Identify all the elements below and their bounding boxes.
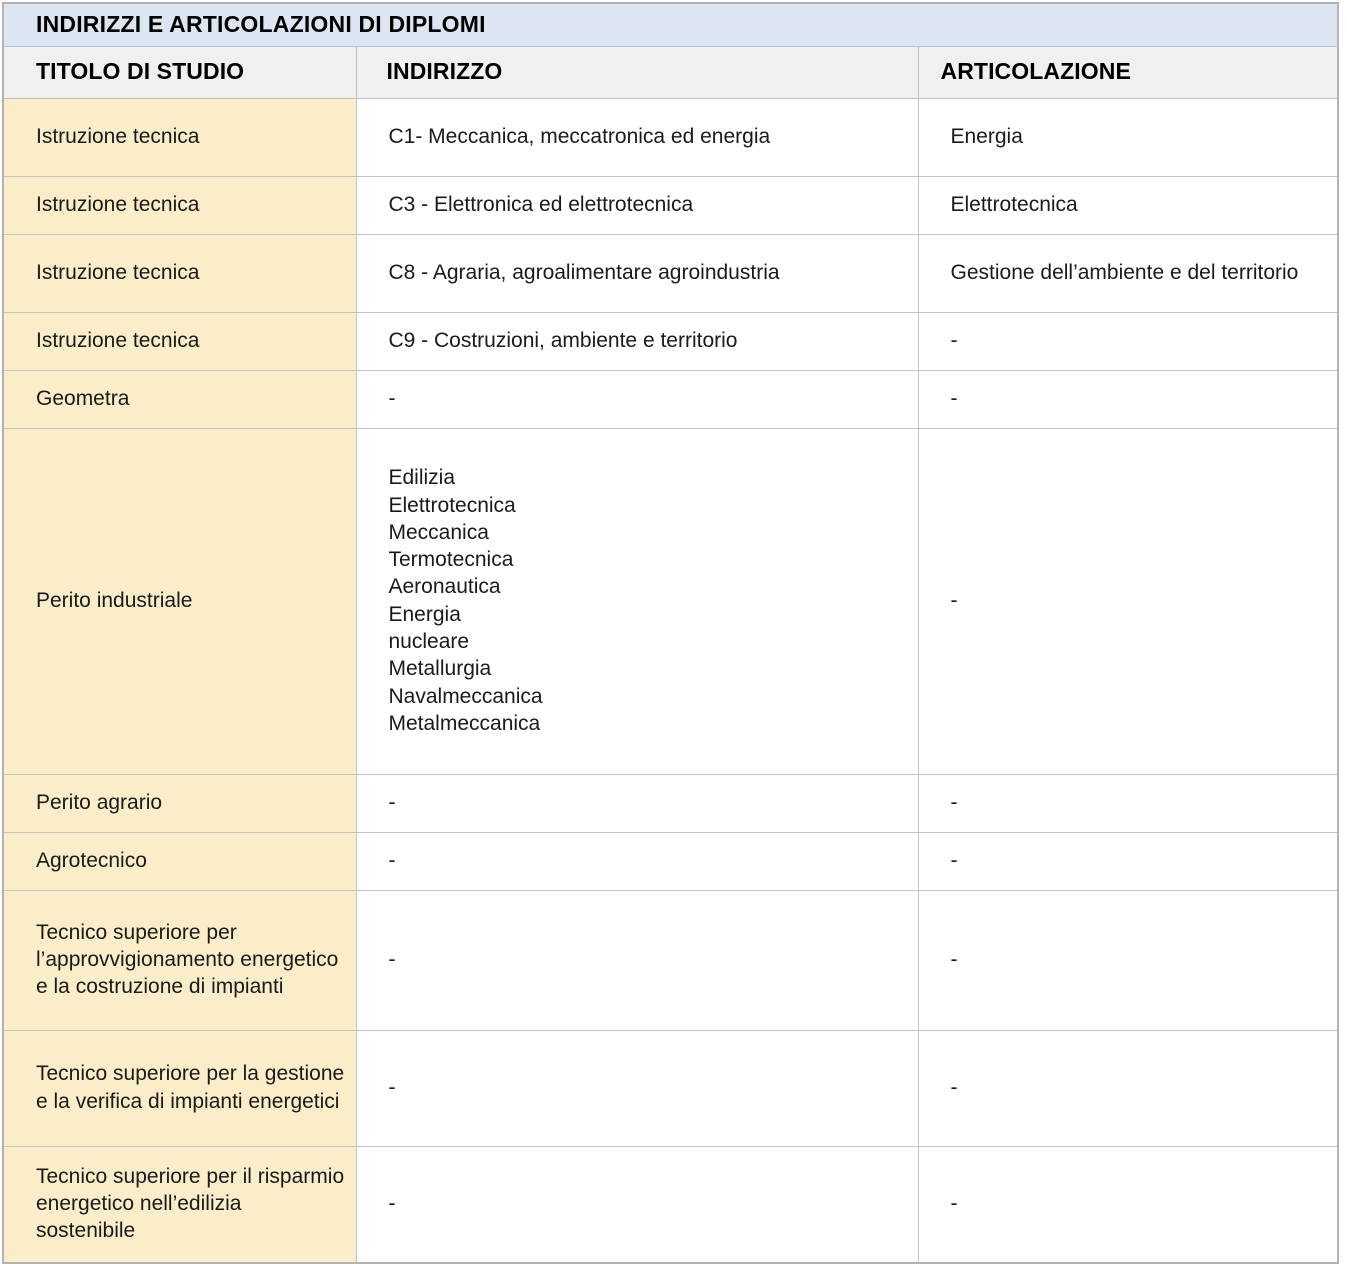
list-item: Edilizia — [388, 466, 456, 490]
table-header-row — [3, 47, 1338, 98]
list-item: Metallurgia — [388, 657, 492, 681]
diplomi-table — [2, 2, 1339, 1264]
cell-indirizzo: - — [356, 1030, 918, 1146]
cell-articolazione: - — [918, 774, 1338, 832]
cell-titolo: Tecnico superiore per la gestione e la verifica di impianti energetici — [3, 1030, 356, 1146]
cell-titolo: Istruzione tecnica — [3, 234, 356, 312]
cell-titolo: Tecnico superiore per il risparmio energetico nell’edilizia sostenibile — [3, 1146, 356, 1263]
list-item: Energia — [388, 602, 461, 626]
table-row — [3, 428, 1338, 774]
cell-indirizzo: - — [356, 370, 918, 428]
cell-titolo: Perito industriale — [3, 428, 356, 774]
cell-titolo: Perito agrario — [3, 774, 356, 832]
cell-articolazione: - — [918, 1146, 1338, 1263]
table-row — [3, 832, 1338, 890]
cell-titolo: Geometra — [3, 370, 356, 428]
cell-indirizzo: C9 - Costruzioni, ambiente e territorio — [356, 312, 918, 370]
column-header-titolo-di-studio: TITOLO DI STUDIO — [3, 47, 356, 98]
cell-indirizzo: - — [356, 774, 918, 832]
cell-titolo: Tecnico superiore per l’approvvigionamento energetico e la costruzione di impianti — [3, 890, 356, 1030]
list-item: Termotecnica — [388, 548, 514, 572]
table-title: INDIRIZZI E ARTICOLAZIONI DI DIPLOMI — [3, 3, 1338, 47]
cell-articolazione: - — [918, 428, 1338, 774]
cell-indirizzo: - — [356, 1146, 918, 1263]
list-item: Aeronautica — [388, 575, 501, 599]
cell-articolazione: - — [918, 370, 1338, 428]
list-item: Elettrotecnica — [388, 493, 516, 517]
cell-articolazione: - — [918, 890, 1338, 1030]
list-item: Metalmeccanica — [388, 711, 541, 735]
cell-articolazione: - — [918, 312, 1338, 370]
table-row — [3, 370, 1338, 428]
list-item: Navalmeccanica — [388, 684, 543, 708]
table-row — [3, 1146, 1338, 1263]
cell-titolo: Agrotecnico — [3, 832, 356, 890]
list-item: nucleare — [388, 630, 470, 654]
table-row — [3, 234, 1338, 312]
cell-articolazione: - — [918, 832, 1338, 890]
table-row — [3, 176, 1338, 234]
cell-articolazione: - — [918, 1030, 1338, 1146]
cell-indirizzo: - — [356, 832, 918, 890]
table-row — [3, 98, 1338, 176]
cell-indirizzo: C1- Meccanica, meccatronica ed energia — [356, 98, 918, 176]
cell-indirizzo: C3 - Elettronica ed elettrotecnica — [356, 176, 918, 234]
table-title-row — [3, 3, 1338, 47]
cell-titolo: Istruzione tecnica — [3, 98, 356, 176]
table-row — [3, 774, 1338, 832]
cell-indirizzo-list — [356, 428, 918, 774]
table-row — [3, 1030, 1338, 1146]
cell-indirizzo: - — [356, 890, 918, 1030]
cell-articolazione: Energia — [918, 98, 1338, 176]
list-item: Meccanica — [388, 520, 489, 544]
column-header-indirizzo: INDIRIZZO — [356, 47, 918, 98]
cell-titolo: Istruzione tecnica — [3, 312, 356, 370]
cell-articolazione: Elettrotecnica — [918, 176, 1338, 234]
cell-titolo: Istruzione tecnica — [3, 176, 356, 234]
cell-indirizzo: C8 - Agraria, agroalimentare agroindustria — [356, 234, 918, 312]
cell-articolazione: Gestione dell’ambiente e del territorio — [918, 234, 1338, 312]
table-row — [3, 890, 1338, 1030]
table-row — [3, 312, 1338, 370]
column-header-articolazione: ARTICOLAZIONE — [918, 47, 1338, 98]
diplomi-table-container — [0, 2, 1340, 1264]
